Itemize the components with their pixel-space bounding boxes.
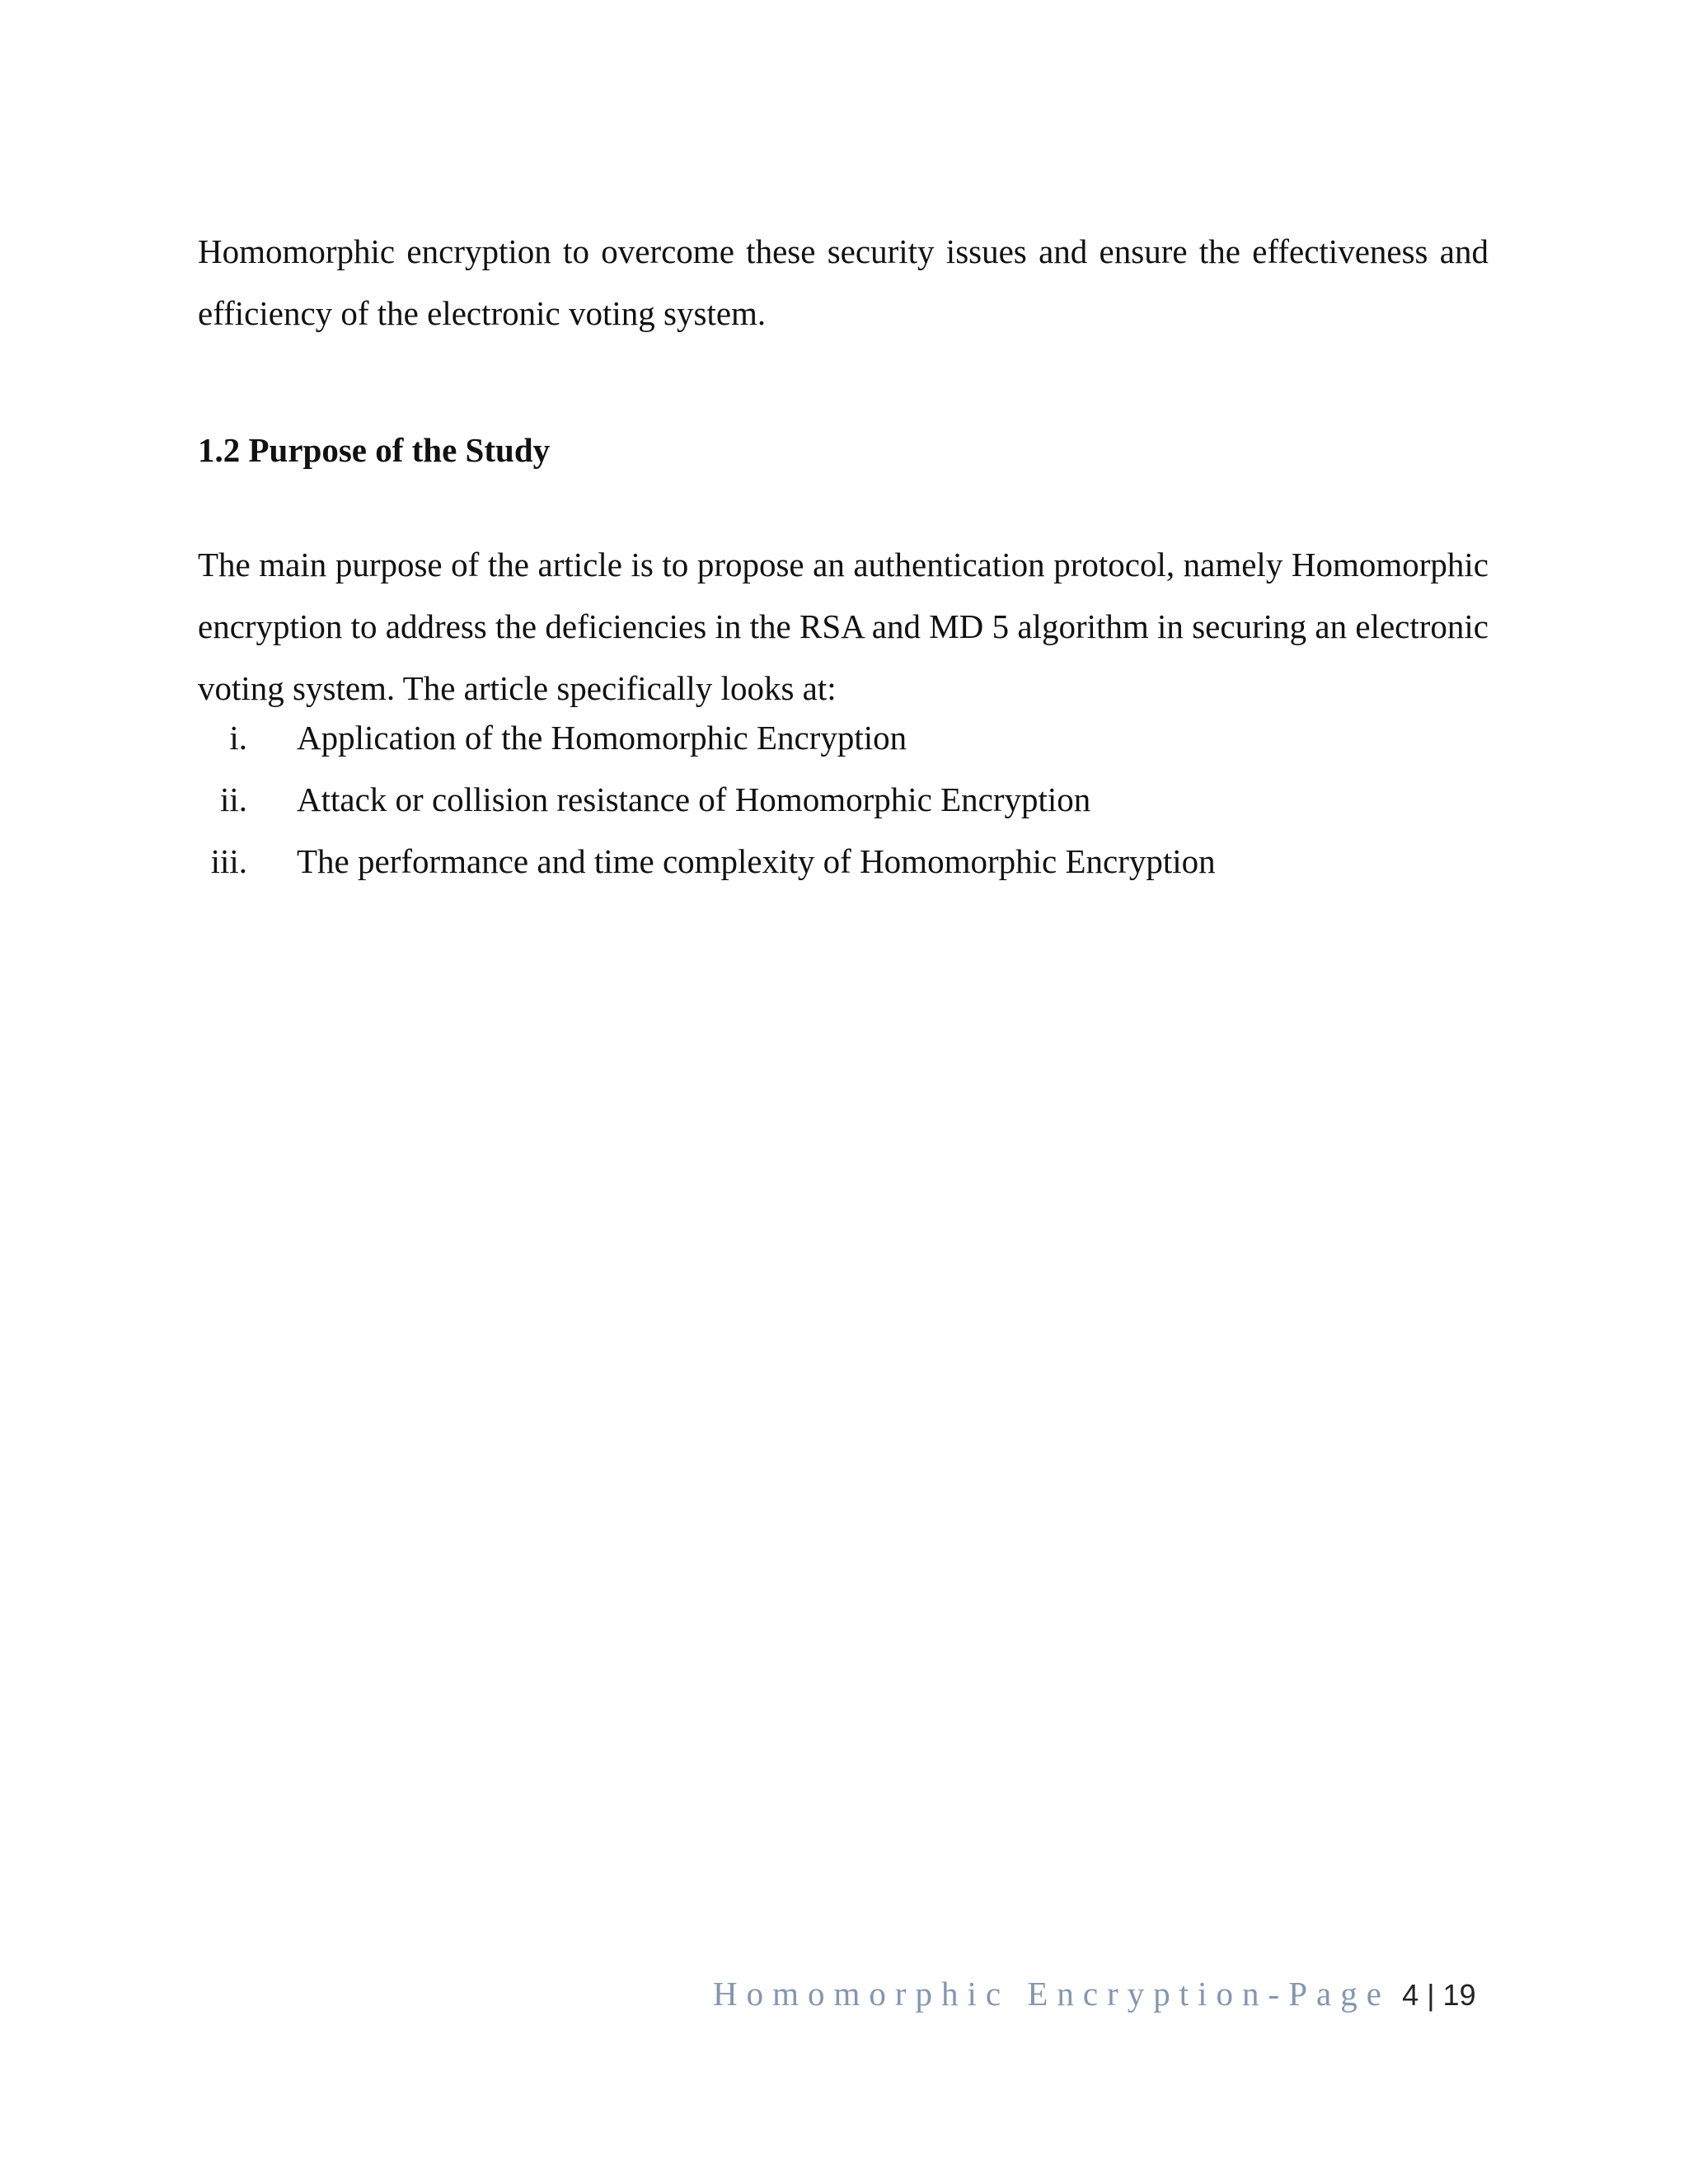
- list-item: [198, 769, 1489, 831]
- footer-label: Homomorphic Encryption-Page: [713, 1975, 1390, 2013]
- list-marker: iii.: [210, 842, 247, 880]
- page-footer: [713, 1973, 1476, 2016]
- list-item-text: The performance and time complexity of Homomorphic Encryption: [297, 842, 1216, 880]
- purpose-list: [198, 707, 1489, 893]
- intro-paragraph: Homomorphic encryption to overcome these security issues and ensure the effectiveness and efficiency of the electronic voting system.: [198, 232, 1489, 332]
- list-marker: i.: [229, 719, 247, 757]
- list-item: [198, 707, 1489, 769]
- list-marker: ii.: [219, 780, 247, 818]
- list-item: [198, 831, 1489, 893]
- footer-page-number: 4 | 19: [1402, 1978, 1476, 2012]
- section-heading: 1.2 Purpose of the Study: [198, 431, 551, 469]
- purpose-paragraph: The main purpose of the article is to propose an authentication protocol, namely Homomorphic encryption to address the deficiencies in the RSA and MD 5 algorithm in securing an electronic voting system. The article specifically looks at:: [198, 546, 1489, 707]
- list-item-text: Attack or collision resistance of Homomorphic Encryption: [297, 780, 1091, 818]
- list-item-text: Application of the Homomorphic Encryption: [297, 719, 907, 757]
